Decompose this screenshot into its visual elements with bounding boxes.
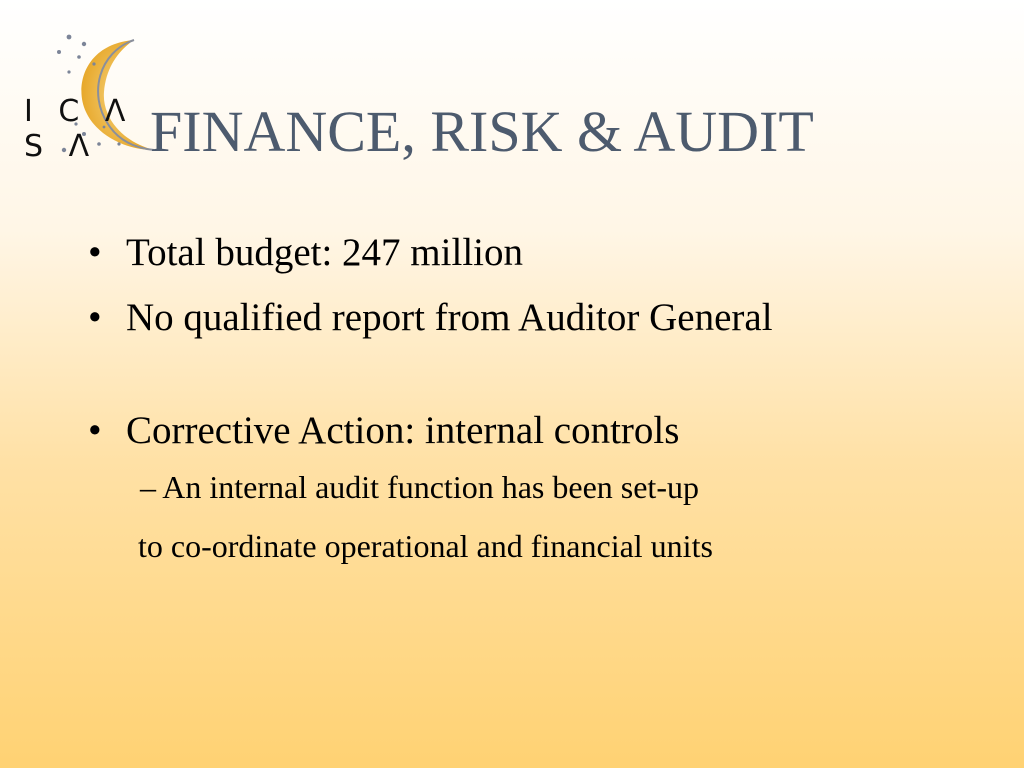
bullet-list xyxy=(88,230,988,565)
sub-line-coordinate-units: to co-ordinate operational and financial units xyxy=(138,527,713,564)
sub-line-internal-audit: – An internal audit function has been set-up xyxy=(140,469,699,506)
bullet-item-budget: • Total budget: 247 million xyxy=(88,230,988,277)
slide-title: FINANCE, RISK & AUDIT xyxy=(150,99,814,164)
bullet-item-audit-report: • No qualified report from Auditor General xyxy=(88,295,988,342)
logo-text: I C Λ S Λ xyxy=(24,94,134,164)
bullet-item-corrective-action: • Corrective Action: internal controls xyxy=(88,408,988,455)
